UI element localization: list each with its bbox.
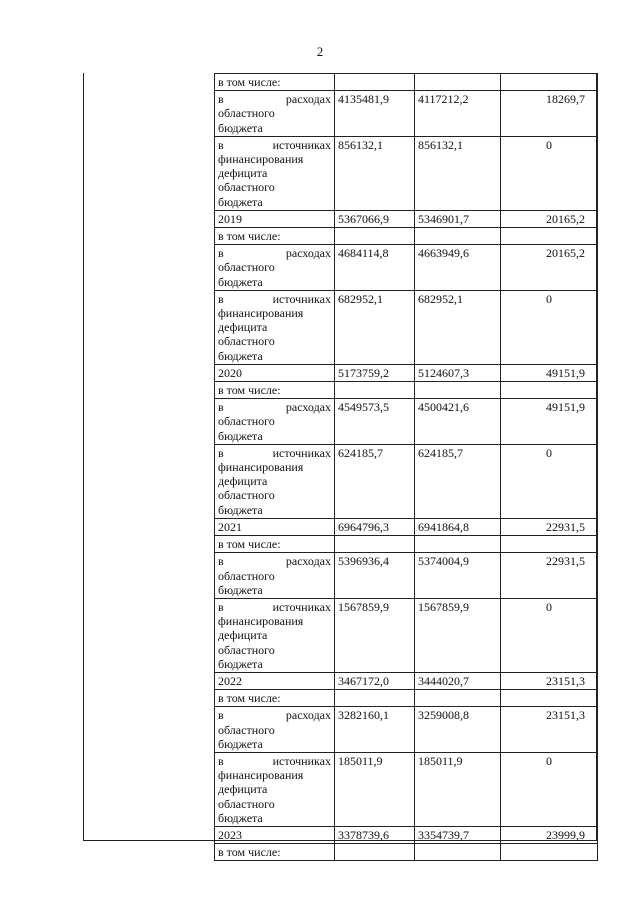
subheader-label: в том числе: — [218, 537, 281, 552]
subheader-row — [215, 690, 598, 707]
value-total — [335, 382, 415, 399]
row-label — [215, 91, 335, 137]
row-label — [215, 553, 335, 599]
label-line: бюджета — [218, 502, 263, 517]
label-first-line — [218, 600, 331, 614]
subheader-row — [215, 844, 598, 861]
subheader-row — [215, 382, 598, 399]
row-label — [215, 245, 335, 291]
value-total — [335, 690, 415, 707]
label-line: бюджета — [218, 428, 263, 443]
value-total: 6964796,3 — [335, 518, 415, 535]
value-executed: 624185,7 — [415, 444, 501, 518]
year-row — [215, 364, 598, 381]
value-difference — [501, 690, 598, 707]
label-line: финансирования — [218, 152, 304, 167]
table-row — [215, 752, 598, 826]
value-executed: 4117212,2 — [415, 91, 501, 137]
value-executed: 3444020,7 — [415, 672, 501, 689]
label-word: расходах — [285, 400, 331, 415]
value-difference: 0 — [501, 136, 598, 210]
subheader-label: в том числе: — [218, 75, 281, 89]
value-difference: 23151,3 — [501, 672, 598, 689]
row-label — [215, 826, 335, 843]
value-executed: 3354739,7 — [415, 826, 501, 843]
value-difference: 0 — [501, 444, 598, 518]
label-word: источниках — [272, 445, 331, 460]
row-label — [215, 382, 335, 399]
value-total: 4684114,8 — [335, 245, 415, 291]
label-first-line — [218, 292, 331, 306]
label-line: бюджета — [218, 194, 263, 209]
row-label — [215, 536, 335, 553]
table-row — [215, 707, 598, 753]
label-first-line — [218, 554, 331, 568]
table-row — [215, 399, 598, 445]
year-row — [215, 672, 598, 689]
subheader-label: в том числе: — [218, 845, 281, 860]
row-label — [215, 364, 335, 381]
label-line: областного — [218, 106, 275, 121]
label-first-line — [218, 400, 331, 414]
label-line: областного — [218, 568, 275, 583]
value-difference — [501, 536, 598, 553]
value-difference: 20165,2 — [501, 210, 598, 227]
row-label — [215, 844, 335, 861]
value-executed: 5124607,3 — [415, 364, 501, 381]
value-difference: 0 — [501, 752, 598, 826]
label-line: бюджета — [218, 810, 263, 825]
year-label: 2021 — [218, 519, 242, 534]
table-row — [215, 553, 598, 599]
value-total: 1567859,9 — [335, 598, 415, 672]
row-label — [215, 598, 335, 672]
row-label — [215, 444, 335, 518]
row-label — [215, 399, 335, 445]
label-word: источниках — [272, 137, 331, 152]
label-line: бюджета — [218, 656, 263, 671]
subheader-label: в том числе: — [218, 691, 281, 706]
value-executed: 1567859,9 — [415, 598, 501, 672]
label-word: в — [218, 445, 224, 460]
value-executed: 4500421,6 — [415, 399, 501, 445]
page-number: 2 — [316, 44, 324, 59]
label-line: дефицита — [218, 320, 268, 335]
value-executed: 185011,9 — [415, 752, 501, 826]
label-first-line — [218, 246, 331, 260]
row-label — [215, 290, 335, 364]
row-label — [215, 672, 335, 689]
year-label: 2023 — [218, 827, 242, 842]
budget-table-body — [215, 74, 598, 861]
value-executed: 682952,1 — [415, 290, 501, 364]
label-line: финансирования — [218, 768, 304, 783]
value-executed — [415, 228, 501, 245]
label-word: в — [218, 554, 224, 569]
label-first-line — [218, 138, 331, 152]
label-word: расходах — [285, 246, 331, 261]
label-first-line — [218, 92, 331, 106]
year-label: 2020 — [218, 365, 242, 380]
year-label: 2019 — [218, 211, 242, 226]
value-executed — [415, 74, 501, 91]
value-total: 3282160,1 — [335, 707, 415, 753]
label-line: областного — [218, 488, 275, 503]
label-word: расходах — [285, 92, 331, 107]
value-executed: 4663949,6 — [415, 245, 501, 291]
value-difference — [501, 74, 598, 91]
value-total — [335, 844, 415, 861]
value-executed — [415, 536, 501, 553]
value-difference — [501, 844, 598, 861]
value-total — [335, 536, 415, 553]
value-difference: 18269,7 — [501, 91, 598, 137]
value-executed: 5346901,7 — [415, 210, 501, 227]
value-total: 856132,1 — [335, 136, 415, 210]
year-row — [215, 826, 598, 843]
label-line: областного — [218, 260, 275, 275]
value-executed — [415, 382, 501, 399]
table-row — [215, 245, 598, 291]
label-line: финансирования — [218, 460, 304, 475]
label-word: расходах — [285, 708, 331, 723]
row-label — [215, 752, 335, 826]
label-line: дефицита — [218, 782, 268, 797]
label-word: в — [218, 599, 224, 614]
year-label: 2022 — [218, 673, 242, 688]
value-difference: 22931,5 — [501, 518, 598, 535]
label-word: источниках — [272, 291, 331, 306]
subheader-row — [215, 228, 598, 245]
label-line: бюджета — [218, 274, 263, 289]
table-row — [215, 290, 598, 364]
label-line: дефицита — [218, 166, 268, 181]
value-difference: 22931,5 — [501, 553, 598, 599]
subheader-label: в том числе: — [218, 229, 281, 244]
label-first-line — [218, 708, 331, 722]
value-executed: 6941864,8 — [415, 518, 501, 535]
table-row — [215, 136, 598, 210]
value-difference: 23151,3 — [501, 707, 598, 753]
value-total: 3378739,6 — [335, 826, 415, 843]
row-label — [215, 74, 335, 91]
label-word: в — [218, 137, 224, 152]
budget-table-frame — [83, 73, 597, 860]
label-first-line — [218, 446, 331, 460]
value-difference: 0 — [501, 598, 598, 672]
value-executed: 3259008,8 — [415, 707, 501, 753]
value-total: 4549573,5 — [335, 399, 415, 445]
label-word: расходах — [285, 554, 331, 569]
row-label — [215, 228, 335, 245]
value-total: 5173759,2 — [335, 364, 415, 381]
value-difference — [501, 228, 598, 245]
label-line: областного — [218, 642, 275, 657]
label-word: в — [218, 753, 224, 768]
label-line: бюджета — [218, 348, 263, 363]
row-label — [215, 136, 335, 210]
value-total: 185011,9 — [335, 752, 415, 826]
label-line: областного — [218, 722, 275, 737]
label-line: бюджета — [218, 120, 263, 135]
label-line: бюджета — [218, 582, 263, 597]
value-executed — [415, 690, 501, 707]
value-total: 5396936,4 — [335, 553, 415, 599]
value-total: 624185,7 — [335, 444, 415, 518]
value-difference: 20165,2 — [501, 245, 598, 291]
label-word: в — [218, 708, 224, 723]
value-total: 4135481,9 — [335, 91, 415, 137]
subheader-label: в том числе: — [218, 383, 281, 398]
label-first-line — [218, 754, 331, 768]
year-row — [215, 210, 598, 227]
label-line: областного — [218, 796, 275, 811]
label-line: бюджета — [218, 736, 263, 751]
value-executed — [415, 844, 501, 861]
value-executed: 5374004,9 — [415, 553, 501, 599]
value-difference: 49151,9 — [501, 399, 598, 445]
year-row — [215, 518, 598, 535]
row-label — [215, 210, 335, 227]
row-label — [215, 690, 335, 707]
label-word: в — [218, 246, 224, 261]
row-label — [215, 707, 335, 753]
label-line: дефицита — [218, 628, 268, 643]
value-difference: 49151,9 — [501, 364, 598, 381]
subheader-row — [215, 74, 598, 91]
value-total: 5367066,9 — [335, 210, 415, 227]
subheader-row — [215, 536, 598, 553]
label-word: в — [218, 291, 224, 306]
table-row — [215, 598, 598, 672]
value-difference: 0 — [501, 290, 598, 364]
label-line: областного — [218, 414, 275, 429]
value-total — [335, 74, 415, 91]
value-difference — [501, 382, 598, 399]
label-word: источниках — [272, 599, 331, 614]
label-line: финансирования — [218, 614, 304, 629]
budget-table — [214, 73, 598, 861]
label-word: в — [218, 400, 224, 415]
row-label — [215, 518, 335, 535]
value-total: 3467172,0 — [335, 672, 415, 689]
merged-left-column — [84, 73, 215, 840]
label-line: областного — [218, 334, 275, 349]
table-row — [215, 91, 598, 137]
label-word: в — [218, 92, 224, 107]
label-word: источниках — [272, 753, 331, 768]
label-line: дефицита — [218, 474, 268, 489]
table-row — [215, 444, 598, 518]
value-total — [335, 228, 415, 245]
label-line: областного — [218, 180, 275, 195]
label-line: финансирования — [218, 306, 304, 321]
value-executed: 856132,1 — [415, 136, 501, 210]
value-total: 682952,1 — [335, 290, 415, 364]
value-difference: 23999,9 — [501, 826, 598, 843]
